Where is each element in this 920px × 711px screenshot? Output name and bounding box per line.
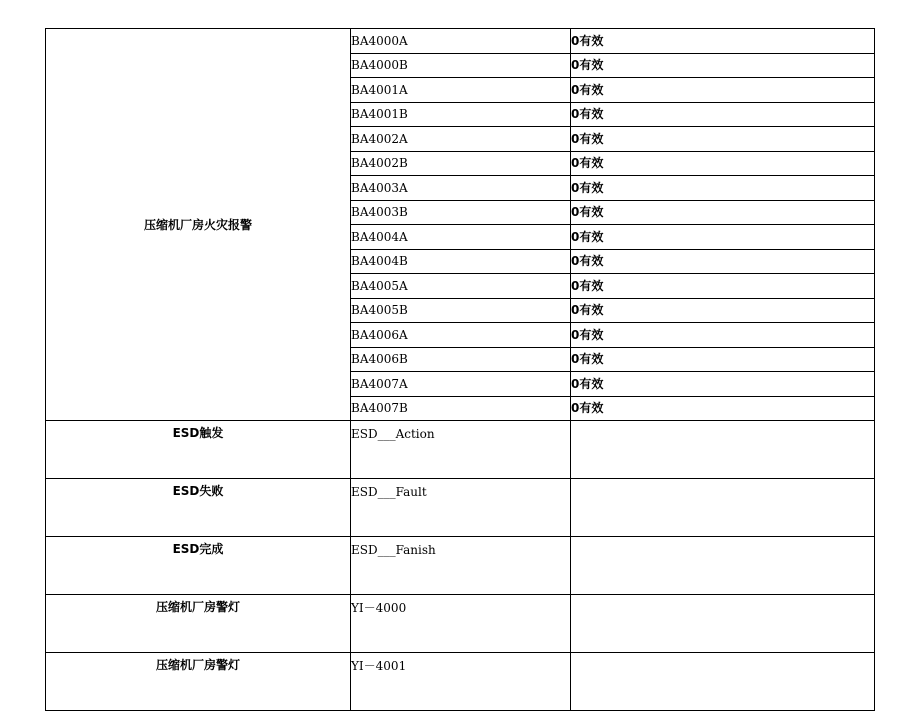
tag-cell: ESD___Action [351, 421, 571, 479]
status-cell: 0有效 [571, 274, 875, 299]
status-cell [571, 479, 875, 537]
tag-cell: ESD___Fanish [351, 537, 571, 595]
status-cell: 0有效 [571, 372, 875, 397]
signal-name-cell: ESD完成 [46, 537, 351, 595]
tag-cell: BA4002A [351, 127, 571, 152]
tag-cell: YI－4000 [351, 595, 571, 653]
status-cell: 0有效 [571, 53, 875, 78]
group-name-cell: 压缩机厂房火灾报警 [46, 29, 351, 421]
tag-cell: BA4001B [351, 102, 571, 127]
status-cell: 0有效 [571, 225, 875, 250]
status-cell: 0有效 [571, 298, 875, 323]
tag-cell: BA4000A [351, 29, 571, 54]
status-cell: 0有效 [571, 127, 875, 152]
signal-name-cell: 压缩机厂房警灯 [46, 595, 351, 653]
status-cell: 0有效 [571, 396, 875, 421]
signal-name-cell: 压缩机厂房警灯 [46, 653, 351, 711]
tag-cell: ESD___Fault [351, 479, 571, 537]
table-row [46, 421, 875, 479]
status-cell: 0有效 [571, 347, 875, 372]
signal-table [45, 28, 875, 711]
table-row [46, 29, 875, 54]
status-cell [571, 537, 875, 595]
tag-cell: YI－4001 [351, 653, 571, 711]
status-cell: 0有效 [571, 249, 875, 274]
status-cell [571, 653, 875, 711]
status-cell: 0有效 [571, 323, 875, 348]
table-row [46, 537, 875, 595]
tag-cell: BA4005B [351, 298, 571, 323]
status-cell: 0有效 [571, 29, 875, 54]
tag-cell: BA4001A [351, 78, 571, 103]
status-cell [571, 421, 875, 479]
tag-cell: BA4002B [351, 151, 571, 176]
status-cell: 0有效 [571, 78, 875, 103]
table-row [46, 653, 875, 711]
tag-cell: BA4004B [351, 249, 571, 274]
tag-cell: BA4004A [351, 225, 571, 250]
status-cell: 0有效 [571, 176, 875, 201]
tag-cell: BA4006A [351, 323, 571, 348]
status-cell: 0有效 [571, 151, 875, 176]
table-row [46, 479, 875, 537]
tag-cell: BA4006B [351, 347, 571, 372]
tag-cell: BA4000B [351, 53, 571, 78]
tag-cell: BA4007B [351, 396, 571, 421]
tag-cell: BA4005A [351, 274, 571, 299]
tag-cell: BA4007A [351, 372, 571, 397]
table-row [46, 595, 875, 653]
signal-name-cell: ESD触发 [46, 421, 351, 479]
signal-name-cell: ESD失败 [46, 479, 351, 537]
tag-cell: BA4003B [351, 200, 571, 225]
status-cell: 0有效 [571, 102, 875, 127]
tag-cell: BA4003A [351, 176, 571, 201]
status-cell: 0有效 [571, 200, 875, 225]
status-cell [571, 595, 875, 653]
